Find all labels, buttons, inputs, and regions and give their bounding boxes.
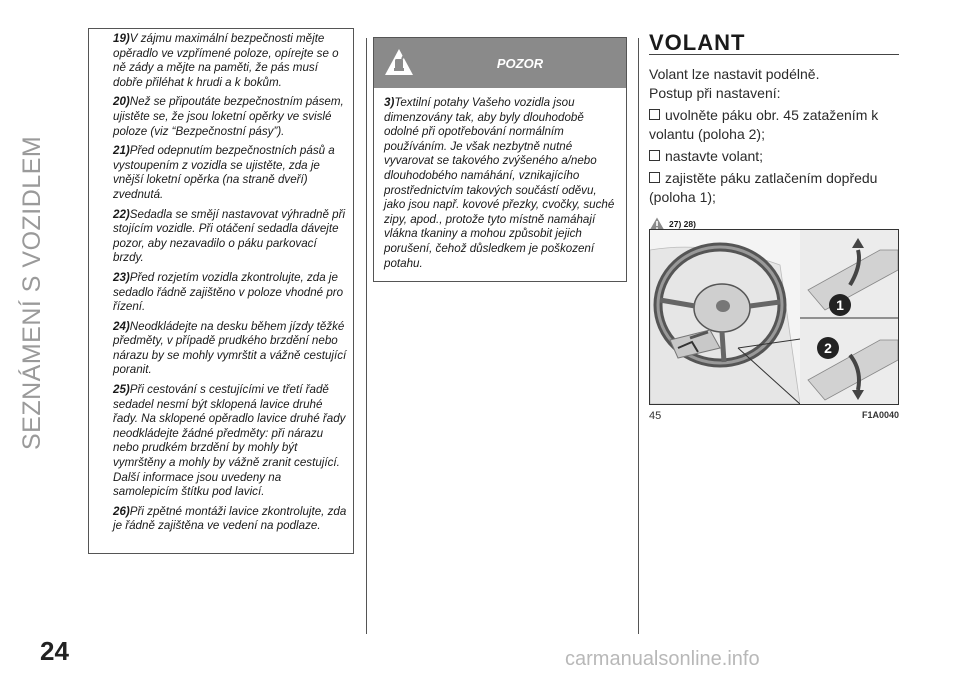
steering-wheel-figure (649, 229, 899, 405)
note-26: 26)Při zpětné montáži lavice zkontrolujte, zda je řádně zajištěna ve vedení na podlaze. (113, 504, 347, 533)
column-divider-2 (638, 38, 639, 634)
warning-box (373, 37, 627, 282)
notes-box (88, 28, 354, 554)
note-24: 24)Neodkládejte na desku během jízdy těžké předměty, v případě prudkého brzdění nebo nárazu by se mohly vymrštit a vážně cestující poranit. (113, 319, 347, 377)
section-title: VOLANT (649, 28, 899, 55)
step-3: zajistěte páku zatlačením dopředu (poloha 1); (649, 170, 878, 205)
note-19: 19)V zájmu maximální bezpečnosti mějte opěradlo ve vzpřímené poloze, opírejte se o ně zády a mějte na paměti, že pás musí dobře přiléhat k hrudi a k bokům. (113, 32, 339, 89)
intro-line-1: Volant lze nastavit podélně. (649, 66, 820, 82)
watermark: carmanualsonline.info (565, 648, 760, 670)
checkbox-bullet-icon (649, 150, 660, 161)
figure-number: 45 (649, 410, 662, 422)
warning-title: POZOR (496, 56, 544, 71)
intro-line-2: Postup při nastavení: (649, 85, 781, 101)
warning-references: 27) 28) (649, 217, 899, 231)
notes-top-rule (89, 28, 353, 29)
step-2: nastavte volant; (649, 147, 899, 166)
note-22: 22)Sedadla se smějí nastavovat výhradně při stojícím vozidle. Při otáčení sedadla dávejte pozor, aby nezavadilo o páku parkovací brzdy. (113, 207, 346, 265)
warning-text: 3)Textilní potahy Vašeho vozidla jsou dimenzovány tak, aby byly dlouhodobě odolné při opotřebování normálním používáním. Je však nezbytně nutné vyvarovat se takového zvýšeného a/nebo dlouhodobého namáhání, vznikajícího prostřednictvím takových součástí oděvu, jako jsou např. kovové přezky, cvočky, suché zipy, apod., protože tyto místně namáhají vlákna tkaniny a mohou způsobit jejich porušení, čehož důsledkem je poškození potahu. (384, 96, 615, 270)
column-divider-1 (366, 38, 367, 634)
figure-label-1: 1 (836, 297, 844, 313)
checkbox-bullet-icon (649, 172, 660, 183)
chapter-side-title: SEZNÁMENÍ S VOZIDLEM (18, 135, 46, 450)
note-25: 25)Při cestování s cestujícími ve třetí řadě sedadel nesmí být sklopená lavice druhé řady. Na sklopené opěradlo lavice druhé řady neodkládejte žádné předměty: při nárazu nebo prudkém brzdění by mohly být vymrštěny a mohly by vážně zranit cestující. Další informace jsou uvedeny na samolepicím štítku pod lavicí. (113, 383, 346, 499)
checkbox-bullet-icon (649, 109, 660, 120)
note-23: 23)Před rozjetím vozidla zkontrolujte, zda je sedadlo řádně zajištěno v poloze vhodné pro řízení. (113, 270, 344, 314)
page-number: 24 (40, 636, 69, 666)
steering-section (649, 28, 899, 231)
steering-wheel-illustration (650, 230, 898, 404)
figure-label-2: 2 (824, 340, 832, 356)
warning-body (374, 88, 626, 271)
warning-header (374, 38, 626, 88)
note-21: 21)Před odepnutím bezpečnostních pásů a vystoupením z vozidla se ujistěte, zda je vnější loketní opěrka (na straně dveří) zvednutá. (113, 144, 335, 201)
figure-code: F1A0040 (861, 410, 899, 420)
step-1: uvolněte páku obr. 45 zatažením k volantu (poloha 2); (649, 107, 879, 142)
note-20: 20)Než se připoutáte bezpečnostním pásem, ujistěte se, že jsou loketní opěrky ve svislé poloze (viz “Bezpečnostní pásy”). (113, 95, 344, 138)
